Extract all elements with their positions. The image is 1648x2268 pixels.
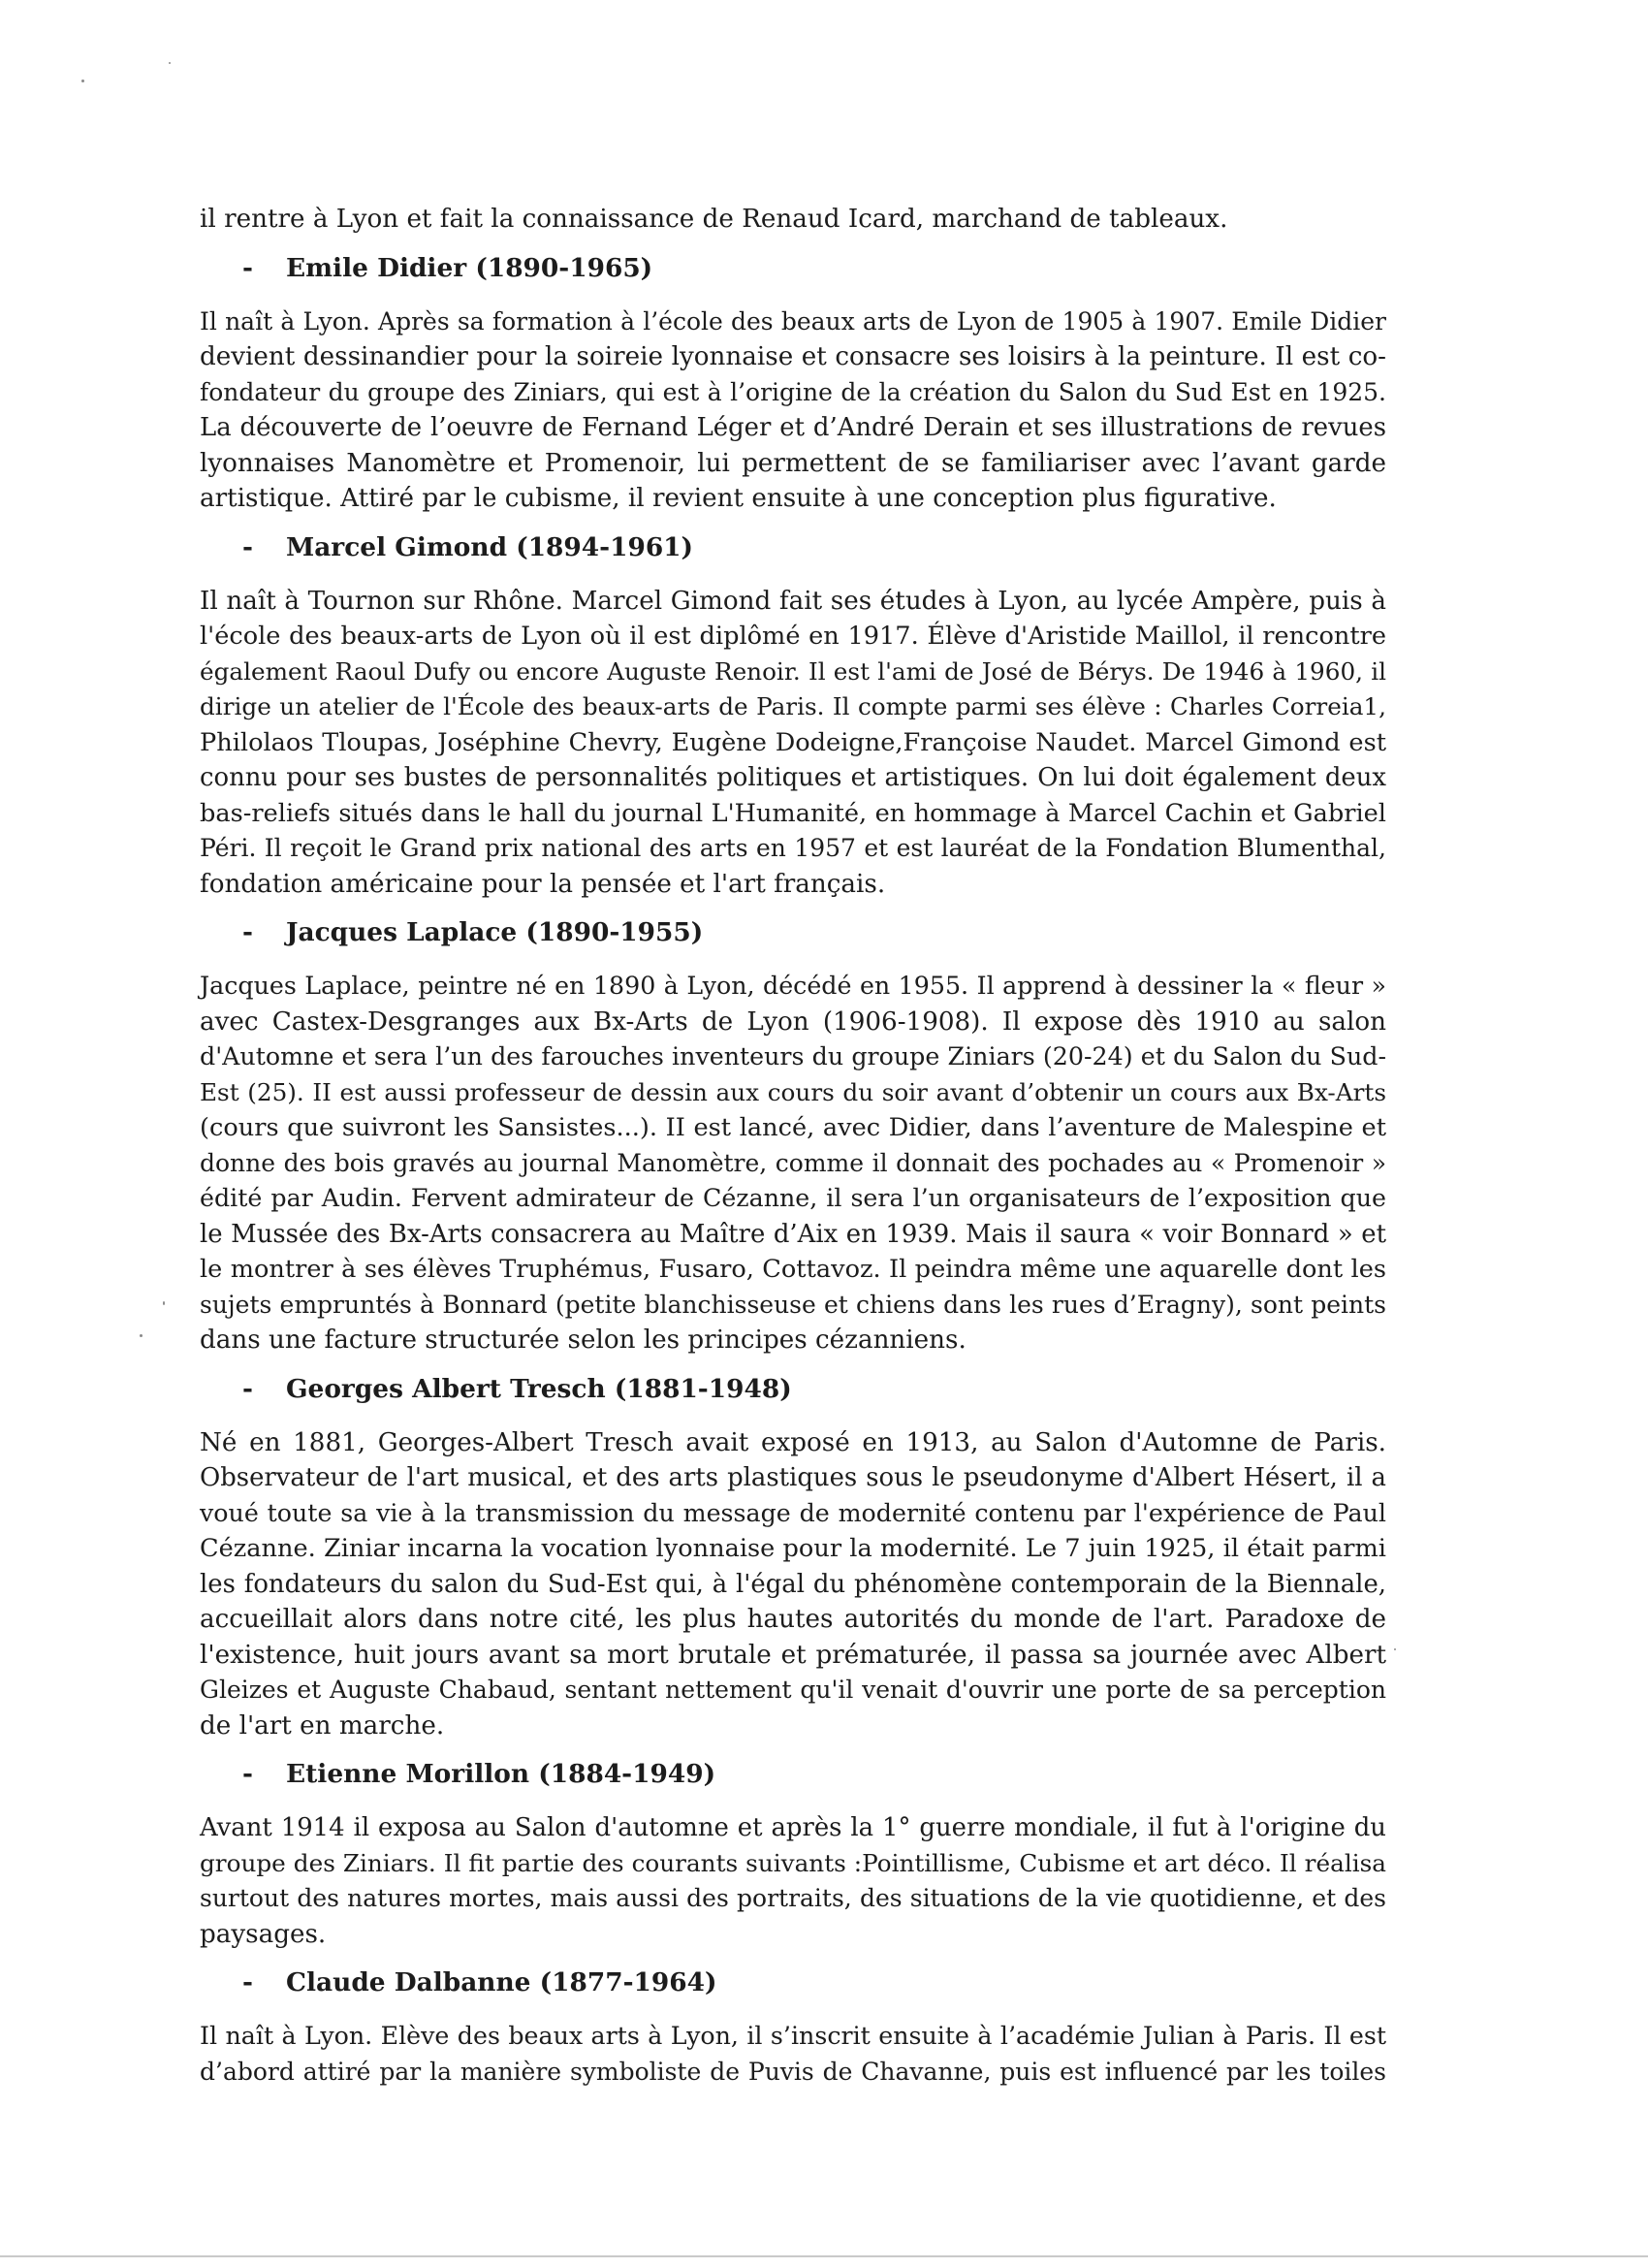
document-body (200, 202, 1386, 2090)
section-paragraph (200, 1425, 1386, 1744)
heading-text: Marcel Gimond (1894-1961) (286, 531, 694, 562)
scan-speck (1394, 1648, 1396, 1650)
section-paragraph (200, 2019, 1386, 2090)
section-heading (200, 251, 1386, 286)
section-claude-dalbanne (200, 1965, 1386, 2090)
scan-speck (81, 80, 84, 82)
paragraph-line: édité par Audin. Fervent admirateur de Cézanne, il sera l’un organisateurs de l’exposition que (200, 1184, 1386, 1212)
paragraph-line: Cézanne. Ziniar incarna la vocation lyonnaise pour la modernité. Le 7 juin 1925, il était parmi (200, 1534, 1386, 1563)
paragraph-line: accueillait alors dans notre cité, les plus hautes autorités du monde de l'art. Paradoxe de (200, 1605, 1386, 1634)
paragraph-line: groupe des Ziniars. Il fit partie des courants suivants :Pointillisme, Cubisme et art déco. Il réalisa (200, 1848, 1386, 1877)
heading-text: Claude Dalbanne (1877-1964) (286, 1967, 717, 1997)
scan-speck (169, 62, 171, 64)
paragraph-line: Avant 1914 il exposa au Salon d'automne et après la 1° guerre mondiale, il fut à l'origine du (200, 1813, 1386, 1842)
paragraph-line: paysages. (200, 1919, 327, 1949)
bullet-dash: - (242, 917, 253, 947)
section-emile-didier (200, 251, 1386, 517)
heading-text: Jacques Laplace (1890-1955) (286, 917, 704, 947)
bullet-dash: - (242, 531, 253, 562)
section-heading (200, 1372, 1386, 1407)
paragraph-line: dans une facture structurée selon les principes cézanniens. (200, 1326, 967, 1355)
scan-bottom-edge (0, 2255, 1648, 2257)
paragraph-line: Observateur de l'art musical, et des arts plastiques sous le pseudonyme d'Albert Hésert, il a (200, 1463, 1386, 1492)
section-marcel-gimond (200, 530, 1386, 903)
scan-speck (140, 1334, 143, 1337)
paragraph-line: donne des bois gravés au journal Manomètre, comme il donnait des pochades au « Promenoir » (200, 1148, 1386, 1177)
section-paragraph (200, 584, 1386, 903)
paragraph-line: Gleizes et Auguste Chabaud, sentant nettement qu'il venait d'ouvrir une porte de sa perception (200, 1676, 1386, 1704)
section-paragraph (200, 969, 1386, 1358)
section-heading (200, 915, 1386, 950)
heading-text: Emile Didier (1890-1965) (286, 252, 653, 283)
paragraph-line: également Raoul Dufy ou encore Auguste Renoir. Il est l'ami de José de Bérys. De 1946 à 1960, il (200, 656, 1386, 686)
paragraph-line: La découverte de l’oeuvre de Fernand Léger et d’André Derain et ses illustrations de revues (200, 413, 1386, 442)
paragraph-line: Il naît à Tournon sur Rhône. Marcel Gimond fait ses études à Lyon, au lycée Ampère, puis à (200, 586, 1386, 616)
paragraph-line: le Mussée des Bx-Arts consacrera au Maître d’Aix en 1939. Mais il saura « voir Bonnard » et (200, 1219, 1386, 1249)
scan-speck (163, 1301, 165, 1305)
bullet-dash: - (242, 252, 253, 283)
paragraph-line: de l'art en marche. (200, 1710, 445, 1741)
section-jacques-laplace (200, 915, 1386, 1358)
paragraph-line: connu pour ses bustes de personnalités politiques et artistiques. On lui doit également deux (200, 763, 1386, 792)
bullet-dash: - (242, 1759, 253, 1789)
section-georges-albert-tresch (200, 1372, 1386, 1744)
paragraph-line: voué toute sa vie à la transmission du message de modernité contenu par l'expérience de Paul (200, 1498, 1386, 1527)
section-paragraph (200, 304, 1386, 517)
paragraph-line: d'Automne et sera l’un des farouches inventeurs du groupe Ziniars (20-24) et du Salon du Sud- (200, 1042, 1386, 1070)
paragraph-line: sujets empruntés à Bonnard (petite blanchisseuse et chiens dans les rues d’Eragny), sont peints (200, 1290, 1386, 1319)
paragraph-line: devient dessinandier pour la soireie lyonnaise et consacre ses loisirs à la peinture. Il est co- (200, 342, 1386, 371)
paragraph-line: fondateur du groupe des Ziniars, qui est à l’origine de la création du Salon du Sud Est en 1925. (200, 377, 1386, 406)
heading-text: Etienne Morillon (1884-1949) (286, 1759, 716, 1789)
paragraph-line: Est (25). II est aussi professeur de dessin aux cours du soir avant d’obtenir un cours aux Bx-Arts (200, 1077, 1386, 1106)
paragraph-line: (cours que suivront les Sansistes...). II est lancé, avec Didier, dans l’aventure de Malespine et (200, 1113, 1386, 1142)
paragraph-line: le montrer à ses élèves Truphémus, Fusaro, Cottavoz. Il peindra même une aquarelle dont les (200, 1255, 1386, 1284)
bullet-dash: - (242, 1967, 253, 1997)
paragraph-line: dirige un atelier de l'École des beaux-arts de Paris. Il compte parmi ses élève : Charles Correia1, (200, 692, 1386, 720)
paragraph-line: bas-reliefs situés dans le hall du journal L'Humanité, en hommage à Marcel Cachin et Gabriel (200, 798, 1386, 828)
paragraph-line: Philolaos Tloupas, Joséphine Chevry, Eugène Dodeigne,Françoise Naudet. Marcel Gimond est (200, 727, 1386, 757)
section-paragraph (200, 1810, 1386, 1952)
paragraph-line: Il naît à Lyon. Après sa formation à l’école des beaux arts de Lyon de 1905 à 1907. Emile Didier (200, 306, 1386, 335)
heading-text: Georges Albert Tresch (1881-1948) (286, 1373, 792, 1404)
paragraph-line: l'école des beaux-arts de Lyon où il est diplômé en 1917. Élève d'Aristide Maillol, il rencontre (200, 622, 1386, 651)
paragraph-line: l'existence, huit jours avant sa mort brutale et prématurée, il passa sa journée avec Albert (200, 1640, 1386, 1670)
section-heading (200, 530, 1386, 565)
paragraph-line: Né en 1881, Georges-Albert Tresch avait exposé en 1913, au Salon d'Automne de Paris. (200, 1427, 1386, 1457)
bullet-dash: - (242, 1373, 253, 1404)
section-heading (200, 1757, 1386, 1792)
paragraph-line: d’abord attiré par la manière symboliste de Puvis de Chavanne, puis est influencé par les toiles (200, 2057, 1386, 2086)
intro-line: il rentre à Lyon et fait la connaissance de Renaud Icard, marchand de tableaux. (200, 205, 1228, 234)
paragraph-line: artistique. Attiré par le cubisme, il revient ensuite à une conception plus figurative. (200, 484, 1277, 513)
paragraph-line: fondation américaine pour la pensée et l'art français. (200, 869, 886, 899)
section-etienne-morillon (200, 1757, 1386, 1952)
paragraph-line: lyonnaises Manomètre et Promenoir, lui permettent de se familiariser avec l’avant garde (200, 448, 1386, 478)
paragraph-line: Il naît à Lyon. Elève des beaux arts à Lyon, il s’inscrit ensuite à l’académie Julian à Paris. Il est (200, 2022, 1386, 2050)
paragraph-line: Jacques Laplace, peintre né en 1890 à Lyon, décédé en 1955. Il apprend à dessiner la « fleur » (200, 972, 1386, 1000)
paragraph-line: surtout des natures mortes, mais aussi des portraits, des situations de la vie quotidienne, et des (200, 1884, 1386, 1912)
paragraph-line: avec Castex-Desgranges aux Bx-Arts de Lyon (1906-1908). Il expose dès 1910 au salon (200, 1006, 1386, 1037)
paragraph-line: les fondateurs du salon du Sud-Est qui, à l'égal du phénomène contemporain de la Biennale, (200, 1569, 1386, 1599)
paragraph-line: Péri. Il reçoit le Grand prix national des arts en 1957 et est lauréat de la Fondation Blumenthal, (200, 834, 1386, 862)
section-heading (200, 1965, 1386, 2000)
